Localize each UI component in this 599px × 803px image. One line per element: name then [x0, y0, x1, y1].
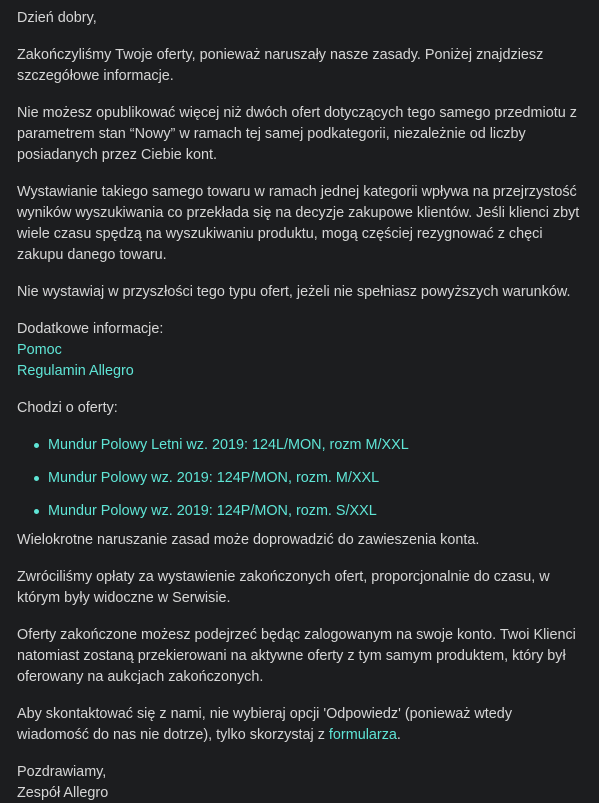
list-item — [48, 435, 583, 456]
ended-offers-paragraph: Oferty zakończone możesz podejrzeć będąc zalogowanym na swoje konto. Twoi Klienci natomiast zostaną przekierowani na aktywne oferty z tym samym produktem, który był oferowany na aukcjach zakończonych. — [17, 627, 576, 685]
contact-paragraph — [17, 704, 583, 746]
contact-form-link[interactable]: formularza — [328, 727, 397, 743]
offers-list — [17, 435, 583, 522]
offer-link-2[interactable]: Mundur Polowy wz. 2019: 124P/MON, rozm. M/XXL — [48, 470, 380, 486]
reason-paragraph: Wystawianie takiego samego towaru w ramach jednej kategorii wpływa na przejrzystość wyników wyszukiwania co przekłada się na decyzje zakupowe klientów. Jeśli klienci zbyt wiele czasu spędzą na wyszukiwaniu produktu, mogą częściej rezygnować z chęci zakupu danego towaru. — [17, 184, 580, 263]
refund-paragraph: Zwróciliśmy opłaty za wystawienie zakończonych ofert, proporcjonalnie do czasu, w którym były widoczne w Serwisie. — [17, 569, 550, 606]
terms-link[interactable]: Regulamin Allegro — [17, 363, 134, 379]
bullet-icon — [34, 509, 39, 514]
bullet-icon — [34, 476, 39, 481]
help-link[interactable]: Pomoc — [17, 342, 62, 358]
warning-paragraph: Nie wystawiaj w przyszłości tego typu ofert, jeżeli nie spełniasz powyższych warunków. — [17, 284, 571, 300]
rule-paragraph: Nie możesz opublikować więcej niż dwóch ofert dotyczących tego samego przedmiotu z parametrem stan “Nowy” w ramach tej samej podkategorii, niezależnie od liczby posiadanych przez Ciebie kont. — [17, 105, 577, 163]
additional-info-label: Dodatkowe informacje: — [17, 321, 164, 337]
signature — [17, 762, 583, 803]
offers-label: Chodzi o oferty: — [17, 400, 118, 416]
greeting: Dzień dobry, — [17, 10, 97, 26]
signature-closing: Pozdrawiamy, — [17, 764, 107, 780]
offer-link-1[interactable]: Mundur Polowy Letni wz. 2019: 124L/MON, rozm M/XXL — [48, 437, 409, 453]
additional-info-block — [17, 319, 583, 382]
contact-text: Aby skontaktować się z nami, nie wybieraj opcji 'Odpowiedz' (ponieważ wtedy wiadomość do nas nie dotrze), tylko skorzystaj z — [17, 706, 513, 743]
suspension-paragraph: Wielokrotne naruszanie zasad może doprowadzić do zawieszenia konta. — [17, 532, 480, 548]
signature-team: Zespół Allegro — [17, 785, 109, 801]
bullet-icon — [34, 443, 39, 448]
list-item — [48, 501, 583, 522]
contact-text-end: . — [396, 727, 401, 743]
offer-link-3[interactable]: Mundur Polowy wz. 2019: 124P/MON, rozm. S/XXL — [48, 503, 377, 519]
intro-paragraph: Zakończyliśmy Twoje oferty, ponieważ naruszały nasze zasady. Poniżej znajdziesz szczegółowe informacje. — [17, 47, 544, 84]
list-item — [48, 468, 583, 489]
